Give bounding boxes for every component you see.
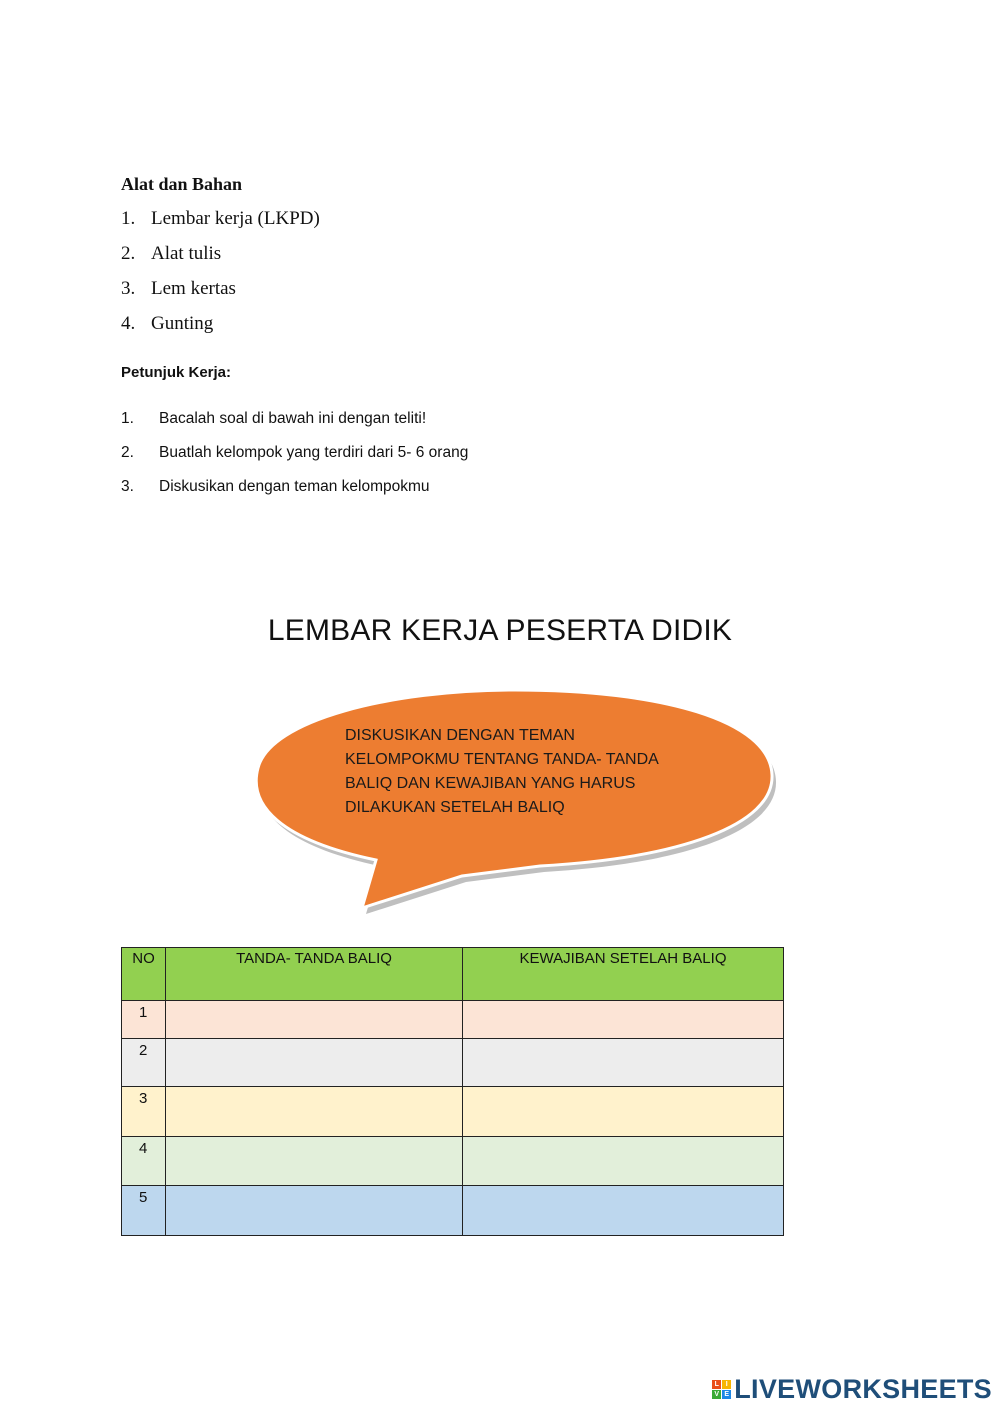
kewajiban-answer-cell[interactable] [463,1001,784,1039]
table-row [122,1186,784,1236]
petunjuk-item [121,478,430,496]
alat-item-number: 4. [121,313,136,334]
petunjuk-item-text: Buatlah kelompok yang terdiri dari 5- 6 orang [159,444,469,461]
alat-item [121,208,320,230]
bubble-line: DILAKUKAN SETELAH BALIQ [345,799,565,816]
lkpd-table [121,947,784,1236]
liveworksheets-brand[interactable] [712,1374,992,1405]
row-number: 2 [122,1039,166,1087]
bubble-line: KELOMPOKMU TENTANG TANDA- TANDA [345,751,659,768]
tanda-answer-cell[interactable] [166,1186,463,1236]
table-row [122,1137,784,1186]
liveworksheets-logo-icon [712,1380,731,1399]
table-row [122,1001,784,1039]
alat-item-number: 2. [121,243,136,264]
bubble-line: DISKUSIKAN DENGAN TEMAN [345,727,575,744]
alat-item-number: 1. [121,208,136,229]
petunjuk-item-text: Bacalah soal di bawah ini dengan teliti! [159,410,427,427]
petunjuk-item [121,444,468,462]
kewajiban-answer-cell[interactable] [463,1039,784,1087]
logo-letter: E [722,1390,731,1399]
logo-letter: V [712,1390,721,1399]
speech-bubble-text [345,724,705,820]
header-kewajiban-setelah-baliq: KEWAJIBAN SETELAH BALIQ [463,948,784,1001]
row-number: 1 [122,1001,166,1039]
table-row [122,1039,784,1087]
logo-letter: I [722,1380,731,1389]
row-number: 4 [122,1137,166,1186]
tanda-answer-cell[interactable] [166,1137,463,1186]
header-tanda-tanda-baliq: TANDA- TANDA BALIQ [166,948,463,1001]
tanda-answer-cell[interactable] [166,1039,463,1087]
kewajiban-answer-cell[interactable] [463,1137,784,1186]
bubble-line: BALIQ DAN KEWAJIBAN YANG HARUS [345,775,636,792]
petunjuk-kerja-heading: Petunjuk Kerja: [121,364,232,381]
sheet-title: LEMBAR KERJA PESERTA DIDIK [267,614,733,647]
kewajiban-answer-cell[interactable] [463,1186,784,1236]
alat-item [121,278,236,300]
kewajiban-answer-cell[interactable] [463,1087,784,1137]
table-header-row [122,948,784,1001]
liveworksheets-wordmark: LIVEWORKSHEETS [734,1374,992,1404]
petunjuk-item-number: 2. [121,444,134,461]
alat-item-number: 3. [121,278,136,299]
alat-item-text: Lembar kerja (LKPD) [151,208,320,229]
tanda-answer-cell[interactable] [166,1087,463,1137]
row-number: 3 [122,1087,166,1137]
table-row [122,1087,784,1137]
petunjuk-item-text: Diskusikan dengan teman kelompokmu [159,478,430,495]
alat-dan-bahan-heading: Alat dan Bahan [121,174,243,194]
petunjuk-item-number: 1. [121,410,134,427]
logo-letter: L [712,1380,721,1389]
alat-item [121,313,213,335]
alat-item-text: Lem kertas [151,278,236,299]
petunjuk-item-number: 3. [121,478,134,495]
alat-item-text: Alat tulis [151,243,222,264]
header-no: NO [122,948,166,1001]
row-number: 5 [122,1186,166,1236]
petunjuk-item [121,410,426,428]
alat-item-text: Gunting [151,313,214,334]
tanda-answer-cell[interactable] [166,1001,463,1039]
alat-item [121,243,221,265]
